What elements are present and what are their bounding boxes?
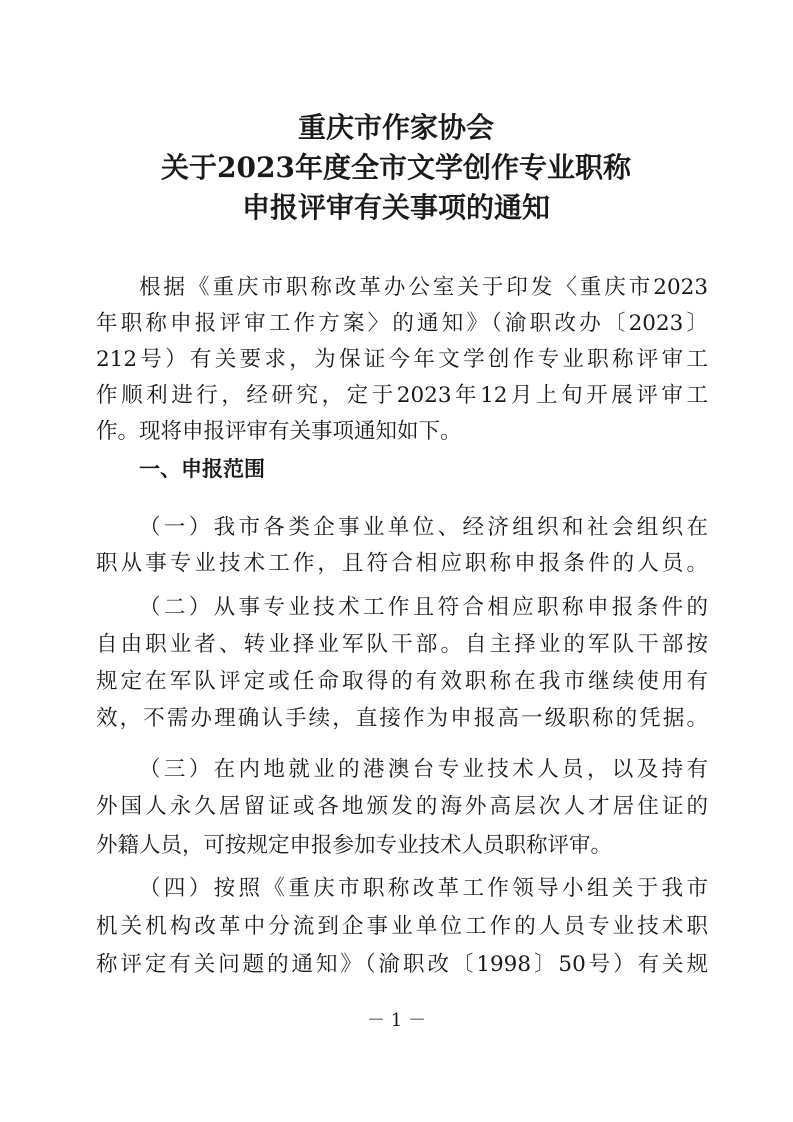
paragraph-line: （一）我市各类企事业单位、经济组织和社会组织在: [139, 515, 708, 540]
paragraph-line: 外国人永久居留证或各地颁发的海外高层次人才居住证的: [96, 794, 708, 819]
intro-line: 年职称申报评审工作方案〉的通知》（渝职改办〔2023〕: [96, 311, 708, 336]
intro-line: 作顺利进行，经研究，定于2023年12月上旬开展评审工: [96, 383, 708, 408]
paragraph-line: 机关机构改革中分流到企事业单位工作的人员专业技术职: [96, 914, 708, 939]
paragraph-line: 效，不需办理确认手续，直接作为申报高一级职称的凭据。: [96, 706, 708, 731]
intro-line: 作。现将申报评审有关事项通知如下。: [96, 419, 462, 444]
intro-line: 根据《重庆市职称改革办公室关于印发〈重庆市2023: [139, 275, 708, 300]
paragraph-line: 外籍人员，可按规定申报参加专业技术人员职称评审。: [96, 833, 613, 858]
paragraph-line: 职从事专业技术工作，且符合相应职称申报条件的人员。: [96, 551, 708, 576]
paragraph-line: （二）从事专业技术工作且符合相应职称申报条件的: [139, 595, 708, 620]
title-line-1: 重庆市作家协会: [297, 111, 494, 144]
intro-line: 212号）有关要求，为保证今年文学创作专业职称评审工: [96, 347, 708, 372]
paragraph-line: 规定在军队评定或任命取得的有效职称在我市继续使用有: [96, 669, 708, 694]
paragraph-line: （四）按照《重庆市职称改革工作领导小组关于我市: [139, 876, 708, 901]
title-line-2: 关于2023年度全市文学创作专业职称: [161, 151, 631, 184]
title-line-3: 申报评审有关事项的通知: [241, 191, 550, 224]
paragraph-line: 自由职业者、转业择业军队干部。自主择业的军队干部按: [96, 632, 708, 657]
page-number: － 1 －: [367, 1010, 426, 1031]
paragraph-line: 称评定有关问题的通知》（渝职改〔1998〕50号）有关规: [96, 952, 708, 977]
paragraph-line: （三）在内地就业的港澳台专业技术人员，以及持有: [139, 757, 708, 782]
section-heading: 一、申报范围: [139, 457, 265, 481]
